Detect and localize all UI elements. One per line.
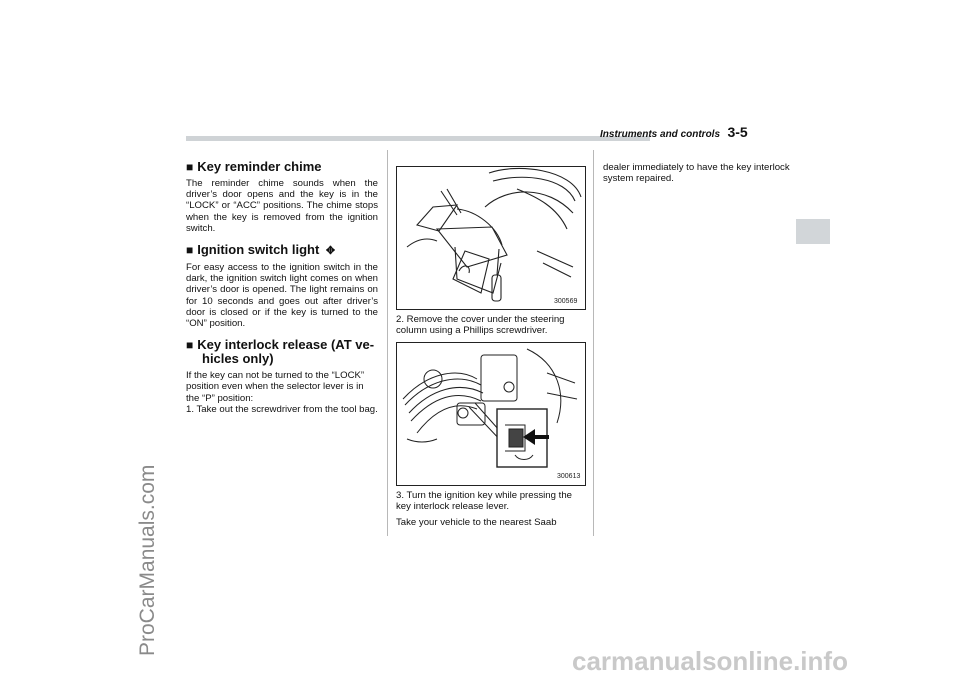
column-divider-1 <box>387 150 388 536</box>
heading-key-interlock-release <box>186 338 378 366</box>
figure-interlock-lever <box>396 342 586 486</box>
heading-bullet: ■ <box>186 338 194 353</box>
header-rule <box>186 136 650 141</box>
option-symbol-icon: ✥ <box>325 245 336 258</box>
steering-column-illustration <box>397 167 585 309</box>
column-3 <box>603 162 791 184</box>
heading-text: Ignition switch light <box>197 242 320 258</box>
heading-bullet: ■ <box>186 160 194 174</box>
interlock-lever-illustration <box>397 343 585 485</box>
column-divider-2 <box>593 150 594 536</box>
footer-watermark: carmanualsonline.info <box>572 646 848 676</box>
figure-number: 300569 <box>554 298 578 305</box>
section-title: Instruments and controls <box>600 129 721 140</box>
step-1: 1. Take out the screwdriver from the tool bag. <box>186 403 378 415</box>
step-3: 3. Turn the ignition key while pressing the key interlock release lever. <box>396 490 572 513</box>
step-3-block <box>396 490 586 529</box>
heading-text: Key reminder chime <box>197 159 322 174</box>
heading-ignition-switch-light <box>186 243 378 258</box>
heading-text-line2: hicles only) <box>202 351 274 367</box>
interlock-body: If the key can not be turned to the “LOCK” position even when the selector lever is in the “P” position: <box>186 370 365 404</box>
closing-text: Take your vehicle to the nearest Saab <box>396 517 557 529</box>
page-header <box>600 124 748 142</box>
heading-text: Key interlock release (AT ve- <box>197 337 375 353</box>
heading-key-reminder-chime <box>186 160 378 174</box>
continuation-text: dealer immediately to have the key interlock system repaired. <box>603 162 790 185</box>
page-number: 3-5 <box>727 124 748 140</box>
key-reminder-body: The reminder chime sounds when the driver’s door opens and the key is in the “LOCK” or “ACC” positions. The chime stops when the key is removed from the ignition switch. <box>186 178 378 234</box>
watermark-text: ProCarManuals.com <box>136 464 159 656</box>
column-1 <box>186 160 378 415</box>
figure-number: 300613 <box>557 473 581 480</box>
side-watermark <box>136 256 176 656</box>
thumb-index-tab <box>796 219 830 244</box>
step-2-block <box>396 314 586 336</box>
step-2: 2. Remove the cover under the steering column using a Phillips screwdriver. <box>396 314 565 337</box>
figure-steering-column <box>396 166 586 310</box>
heading-bullet: ■ <box>186 243 194 258</box>
ignition-light-body: For easy access to the ignition switch in the dark, the ignition switch light comes on when driver’s door is opened. The light remains on for 10 seconds and goes out after driver’s door is closed or if the key is turned to the “ON” position. <box>186 262 378 330</box>
